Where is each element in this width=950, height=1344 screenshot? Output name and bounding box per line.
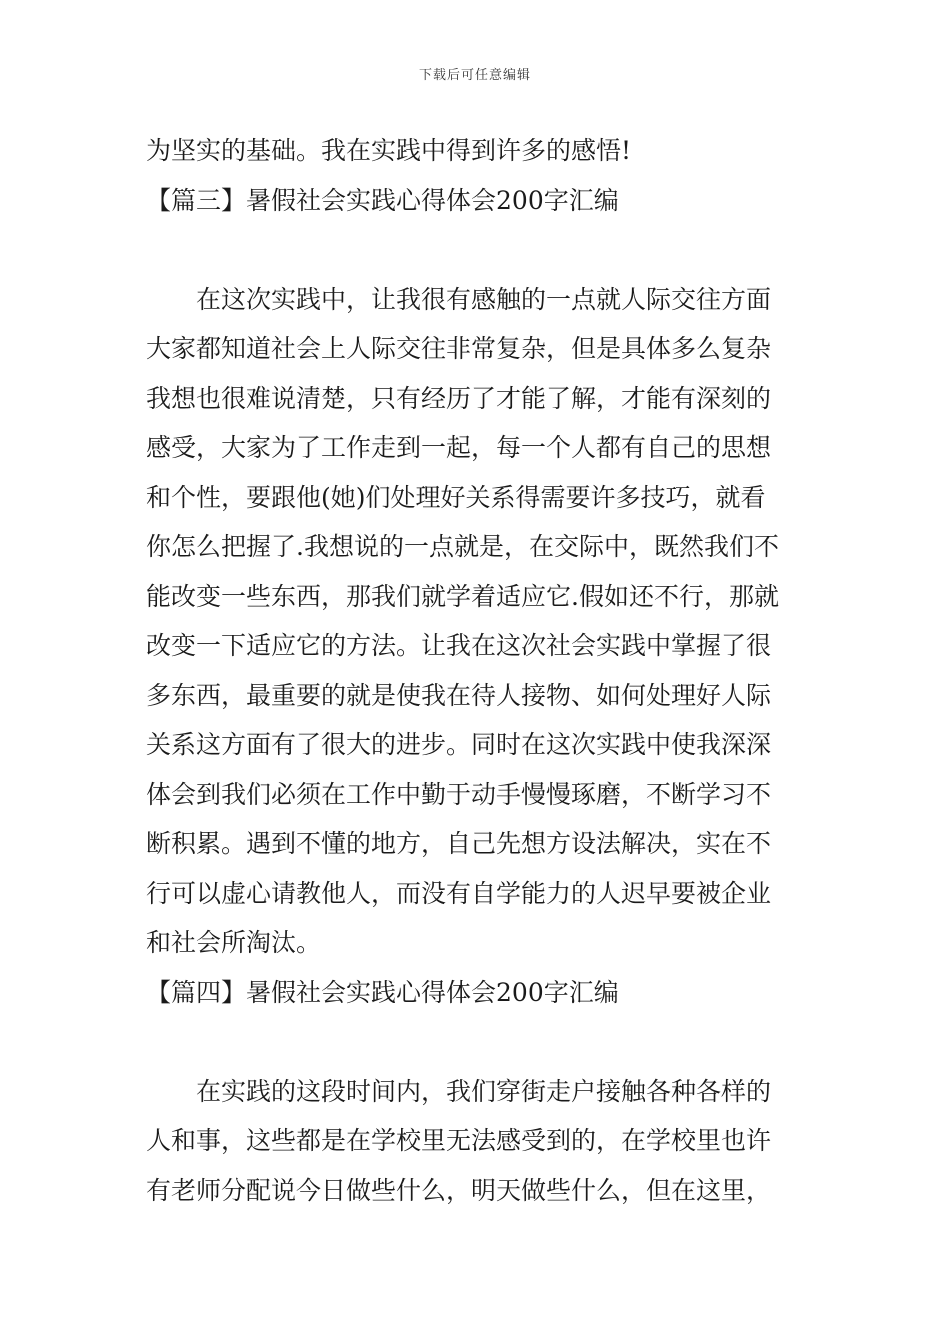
- paragraph-line: 人和事，这些都是在学校里无法感受到的，在学校里也许: [146, 1126, 772, 1155]
- paragraph-line: 我想也很难说清楚，只有经历了才能了解，才能有深刻的: [146, 383, 772, 413]
- paragraph-line: 改变一下适应它的方法。让我在这次社会实践中掌握了很: [146, 631, 772, 660]
- section-3-paragraph: [146, 275, 810, 968]
- paragraph-line: 在这次实践中，让我很有感触的一点就人际交往方面: [196, 284, 772, 314]
- paragraph-line: 大家都知道社会上人际交往非常复杂，但是具体多么复杂: [146, 334, 772, 363]
- section-heading-4: 【篇四】暑假社会实践心得体会200字汇编: [146, 977, 619, 1007]
- continuation-line: 为坚实的基础。我在实践中得到许多的感悟!: [146, 136, 632, 165]
- blank-line: [146, 225, 810, 275]
- paragraph-line: 多东西，最重要的就是使我在待人接物、如何处理好人际: [146, 680, 772, 710]
- paragraph-line: 能改变一些东西，那我们就学着适应它.假如还不行，那就: [146, 581, 779, 611]
- blank-line: [146, 1017, 810, 1067]
- section-4-paragraph: [146, 1067, 810, 1216]
- paragraph-line: 体会到我们必须在工作中勤于动手慢慢琢磨，不断学习不: [146, 779, 772, 809]
- document-body: [146, 126, 810, 1215]
- paragraph-line: 有老师分配说今日做些什么，明天做些什么，但在这里，: [146, 1175, 772, 1205]
- paragraph-line: 和个性，要跟他(她)们处理好关系得需要许多技巧，就看: [146, 482, 766, 512]
- paragraph-line: 断积累。遇到不懂的地方，自己先想方设法解决，实在不: [146, 829, 772, 858]
- paragraph-line: 和社会所淘汰。: [146, 928, 322, 957]
- paragraph-line: 在实践的这段时间内，我们穿街走户接触各种各样的: [196, 1076, 772, 1106]
- section-heading-3: 【篇三】暑假社会实践心得体会200字汇编: [146, 185, 619, 215]
- page-header-note: 下载后可任意编辑: [418, 68, 531, 83]
- paragraph-line: 你怎么把握了.我想说的一点就是，在交际中，既然我们不: [146, 532, 779, 561]
- paragraph-line: 行可以虚心请教他人，而没有自学能力的人迟早要被企业: [146, 878, 772, 908]
- paragraph-line: 感受，大家为了工作走到一起，每一个人都有自己的思想: [146, 433, 772, 462]
- paragraph-line: 关系这方面有了很大的进步。同时在这次实践中使我深深: [146, 730, 772, 759]
